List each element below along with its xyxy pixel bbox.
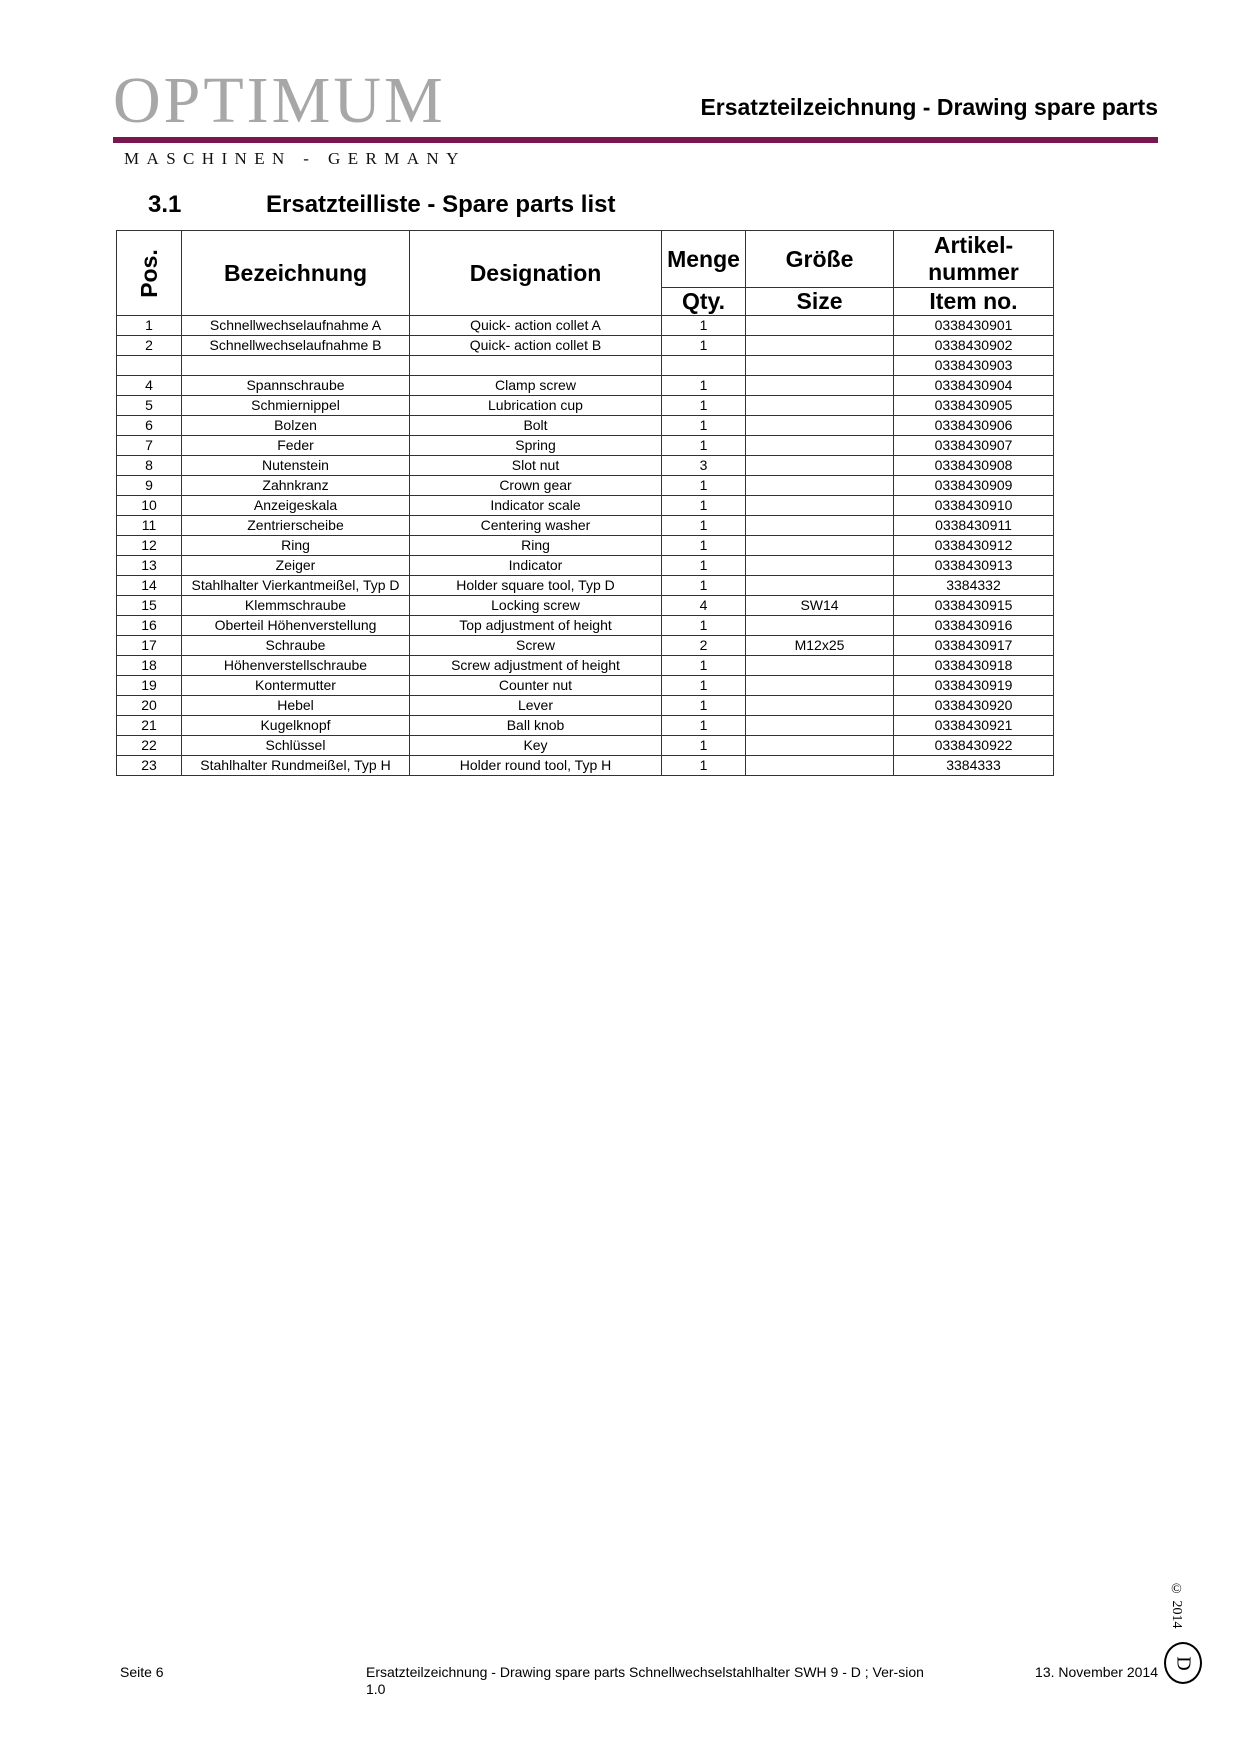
cell-item-no: 0338430903 xyxy=(894,356,1054,376)
cell-designation: Indicator xyxy=(410,556,662,576)
table-row xyxy=(117,316,1054,336)
cell-item-no: 0338430921 xyxy=(894,716,1054,736)
cell-item-no: 0338430911 xyxy=(894,516,1054,536)
cell-pos: 5 xyxy=(117,396,182,416)
section-number: 3.1 xyxy=(148,191,182,218)
cell-pos: 7 xyxy=(117,436,182,456)
cell-size xyxy=(746,336,894,356)
header-pos-label: Pos. xyxy=(135,248,162,298)
cell-pos: 19 xyxy=(117,676,182,696)
header-groesse: Größe xyxy=(746,231,894,288)
cell-designation: Crown gear xyxy=(410,476,662,496)
cell-designation: Indicator scale xyxy=(410,496,662,516)
cell-designation: Screw xyxy=(410,636,662,656)
cell-qty: 1 xyxy=(662,676,746,696)
table-row xyxy=(117,756,1054,776)
cell-pos: 10 xyxy=(117,496,182,516)
header-rule xyxy=(113,137,1158,143)
cell-size xyxy=(746,556,894,576)
cell-size xyxy=(746,716,894,736)
cell-qty: 1 xyxy=(662,576,746,596)
cell-size xyxy=(746,736,894,756)
table-row xyxy=(117,616,1054,636)
cell-bezeichnung: Anzeigeskala xyxy=(182,496,410,516)
table-row xyxy=(117,576,1054,596)
cell-size xyxy=(746,436,894,456)
header-title: Ersatzteilzeichnung - Drawing spare parts xyxy=(700,94,1158,120)
cell-designation: Top adjustment of height xyxy=(410,616,662,636)
cell-item-no: 0338430907 xyxy=(894,436,1054,456)
cell-size xyxy=(746,416,894,436)
cell-bezeichnung: Schnellwechselaufnahme A xyxy=(182,316,410,336)
cell-size xyxy=(746,676,894,696)
cell-qty: 1 xyxy=(662,516,746,536)
cell-bezeichnung: Bolzen xyxy=(182,416,410,436)
cell-qty: 2 xyxy=(662,636,746,656)
header-item-no: Item no. xyxy=(894,288,1054,316)
cell-size xyxy=(746,696,894,716)
cell-qty: 1 xyxy=(662,736,746,756)
cell-item-no: 0338430919 xyxy=(894,676,1054,696)
language-badge xyxy=(1164,1642,1202,1684)
cell-bezeichnung: Nutenstein xyxy=(182,456,410,476)
table-row xyxy=(117,696,1054,716)
cell-pos: 2 xyxy=(117,336,182,356)
table-row xyxy=(117,556,1054,576)
cell-size: M12x25 xyxy=(746,636,894,656)
cell-qty: 1 xyxy=(662,556,746,576)
header-artikel-line1: Artikel- xyxy=(933,232,1014,258)
cell-qty: 1 xyxy=(662,376,746,396)
brand-tagline: MASCHINEN - GERMANY xyxy=(124,149,466,168)
cell-designation: Holder round tool, Typ H xyxy=(410,756,662,776)
cell-qty xyxy=(662,356,746,376)
cell-pos: 11 xyxy=(117,516,182,536)
cell-item-no: 0338430901 xyxy=(894,316,1054,336)
cell-bezeichnung: Feder xyxy=(182,436,410,456)
table-row xyxy=(117,676,1054,696)
cell-pos: 20 xyxy=(117,696,182,716)
cell-pos: 1 xyxy=(117,316,182,336)
cell-item-no: 0338430916 xyxy=(894,616,1054,636)
cell-designation: Bolt xyxy=(410,416,662,436)
cell-size xyxy=(746,616,894,636)
cell-item-no: 0338430910 xyxy=(894,496,1054,516)
cell-pos: 12 xyxy=(117,536,182,556)
table-row xyxy=(117,376,1054,396)
cell-designation: Quick- action collet B xyxy=(410,336,662,356)
table-row xyxy=(117,456,1054,476)
cell-pos: 14 xyxy=(117,576,182,596)
cell-size xyxy=(746,456,894,476)
cell-pos: 16 xyxy=(117,616,182,636)
cell-qty: 1 xyxy=(662,416,746,436)
cell-qty: 4 xyxy=(662,596,746,616)
cell-item-no: 0338430915 xyxy=(894,596,1054,616)
cell-designation: Clamp screw xyxy=(410,376,662,396)
cell-item-no: 0338430920 xyxy=(894,696,1054,716)
cell-qty: 1 xyxy=(662,336,746,356)
cell-qty: 1 xyxy=(662,756,746,776)
cell-designation: Quick- action collet A xyxy=(410,316,662,336)
cell-qty: 1 xyxy=(662,396,746,416)
cell-qty: 1 xyxy=(662,436,746,456)
cell-pos: 4 xyxy=(117,376,182,396)
cell-pos: 22 xyxy=(117,736,182,756)
cell-item-no: 0338430902 xyxy=(894,336,1054,356)
brand-logo: OPTIMUM xyxy=(113,64,446,137)
cell-bezeichnung: Zahnkranz xyxy=(182,476,410,496)
header-designation: Designation xyxy=(410,231,662,316)
header-qty: Qty. xyxy=(662,288,746,316)
cell-item-no: 0338430917 xyxy=(894,636,1054,656)
cell-designation: Spring xyxy=(410,436,662,456)
cell-designation xyxy=(410,356,662,376)
cell-size xyxy=(746,656,894,676)
cell-designation: Lever xyxy=(410,696,662,716)
cell-bezeichnung: Hebel xyxy=(182,696,410,716)
cell-qty: 1 xyxy=(662,716,746,736)
cell-pos: 9 xyxy=(117,476,182,496)
header-pos xyxy=(117,231,182,316)
header-menge: Menge xyxy=(662,231,746,288)
cell-size xyxy=(746,356,894,376)
language-label: D xyxy=(1172,1655,1195,1671)
cell-qty: 1 xyxy=(662,316,746,336)
cell-size: SW14 xyxy=(746,596,894,616)
cell-pos: 15 xyxy=(117,596,182,616)
table-row xyxy=(117,336,1054,356)
cell-item-no: 0338430913 xyxy=(894,556,1054,576)
cell-designation: Slot nut xyxy=(410,456,662,476)
cell-designation: Lubrication cup xyxy=(410,396,662,416)
cell-item-no: 0338430908 xyxy=(894,456,1054,476)
cell-pos: 8 xyxy=(117,456,182,476)
section-title: Ersatzteilliste - Spare parts list xyxy=(266,191,616,218)
table-row xyxy=(117,716,1054,736)
cell-designation: Counter nut xyxy=(410,676,662,696)
cell-bezeichnung: Kontermutter xyxy=(182,676,410,696)
cell-size xyxy=(746,516,894,536)
cell-size xyxy=(746,536,894,556)
cell-designation: Ball knob xyxy=(410,716,662,736)
footer-date: 13. November 2014 xyxy=(1035,1664,1158,1680)
cell-qty: 3 xyxy=(662,456,746,476)
cell-item-no: 0338430906 xyxy=(894,416,1054,436)
table-row xyxy=(117,496,1054,516)
cell-pos: 23 xyxy=(117,756,182,776)
cell-designation: Centering washer xyxy=(410,516,662,536)
table-row xyxy=(117,416,1054,436)
cell-size xyxy=(746,496,894,516)
cell-pos xyxy=(117,356,182,376)
cell-pos: 21 xyxy=(117,716,182,736)
cell-size xyxy=(746,376,894,396)
cell-pos: 6 xyxy=(117,416,182,436)
table-row xyxy=(117,736,1054,756)
cell-size xyxy=(746,756,894,776)
header-artikelnummer xyxy=(894,231,1054,288)
table-row xyxy=(117,636,1054,656)
cell-bezeichnung: Stahlhalter Vierkantmeißel, Typ D xyxy=(182,576,410,596)
cell-bezeichnung: Stahlhalter Rundmeißel, Typ H xyxy=(182,756,410,776)
table-row xyxy=(117,396,1054,416)
table-row xyxy=(117,356,1054,376)
cell-designation: Locking screw xyxy=(410,596,662,616)
copyright-notice: © 2014 xyxy=(1169,1582,1184,1629)
cell-item-no: 0338430904 xyxy=(894,376,1054,396)
table-row xyxy=(117,436,1054,456)
parts-table-body xyxy=(117,316,1054,776)
table-row xyxy=(117,476,1054,496)
cell-designation: Holder square tool, Typ D xyxy=(410,576,662,596)
header-bezeichnung: Bezeichnung xyxy=(182,231,410,316)
cell-item-no: 3384333 xyxy=(894,756,1054,776)
cell-qty: 1 xyxy=(662,656,746,676)
cell-bezeichnung: Schnellwechselaufnahme B xyxy=(182,336,410,356)
table-row xyxy=(117,536,1054,556)
cell-qty: 1 xyxy=(662,476,746,496)
footer-document-title: Ersatzteilzeichnung - Drawing spare parts Schnellwechselstahlhalter SWH 9 - D ; Ver-sion 1.0 xyxy=(366,1664,924,1697)
cell-item-no: 0338430922 xyxy=(894,736,1054,756)
cell-bezeichnung: Zeiger xyxy=(182,556,410,576)
cell-qty: 1 xyxy=(662,496,746,516)
table-row xyxy=(117,656,1054,676)
cell-item-no: 0338430905 xyxy=(894,396,1054,416)
cell-bezeichnung: Schlüssel xyxy=(182,736,410,756)
cell-qty: 1 xyxy=(662,536,746,556)
cell-bezeichnung: Schraube xyxy=(182,636,410,656)
cell-bezeichnung: Zentrierscheibe xyxy=(182,516,410,536)
cell-qty: 1 xyxy=(662,616,746,636)
cell-size xyxy=(746,476,894,496)
cell-bezeichnung: Kugelknopf xyxy=(182,716,410,736)
cell-designation: Screw adjustment of height xyxy=(410,656,662,676)
cell-item-no: 0338430909 xyxy=(894,476,1054,496)
cell-size xyxy=(746,576,894,596)
cell-item-no: 3384332 xyxy=(894,576,1054,596)
footer-page-number: Seite 6 xyxy=(120,1664,164,1680)
table-row xyxy=(117,596,1054,616)
cell-bezeichnung: Oberteil Höhenverstellung xyxy=(182,616,410,636)
cell-bezeichnung: Höhenverstellschraube xyxy=(182,656,410,676)
cell-bezeichnung: Schmiernippel xyxy=(182,396,410,416)
cell-item-no: 0338430912 xyxy=(894,536,1054,556)
cell-pos: 18 xyxy=(117,656,182,676)
cell-size xyxy=(746,396,894,416)
cell-bezeichnung: Ring xyxy=(182,536,410,556)
cell-item-no: 0338430918 xyxy=(894,656,1054,676)
cell-qty: 1 xyxy=(662,696,746,716)
spare-parts-table xyxy=(116,230,1054,776)
header-artikel-line2: nummer xyxy=(928,259,1019,285)
cell-size xyxy=(746,316,894,336)
header-size: Size xyxy=(746,288,894,316)
cell-bezeichnung: Spannschraube xyxy=(182,376,410,396)
cell-bezeichnung: Klemmschraube xyxy=(182,596,410,616)
table-row xyxy=(117,516,1054,536)
cell-designation: Ring xyxy=(410,536,662,556)
cell-bezeichnung xyxy=(182,356,410,376)
cell-pos: 13 xyxy=(117,556,182,576)
cell-pos: 17 xyxy=(117,636,182,656)
cell-designation: Key xyxy=(410,736,662,756)
